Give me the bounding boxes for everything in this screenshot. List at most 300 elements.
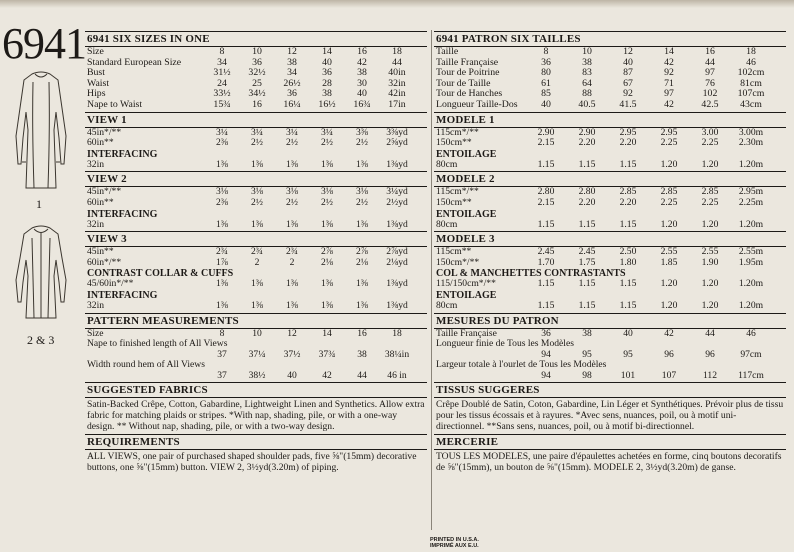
left-sub2-yardage-row-value: 1⅜ [286, 299, 298, 311]
left-yardage-row-value: 1⅞ [216, 256, 228, 268]
right-sub-yardage-row-value: 1.20m [738, 278, 764, 290]
right-pm-line1-value: 96 [664, 348, 674, 360]
right-sub-yardage-row [434, 279, 786, 290]
left-size-row-value: 40 [357, 88, 367, 100]
right-size-row-value: 8 [543, 46, 549, 57]
left-yardage-row-value: 3⅛ [251, 186, 263, 198]
right-yardage-row-value: 2.15 [537, 137, 555, 149]
right-pattern-measurements-title: MESURES DU PATRON [434, 313, 786, 329]
right-yardage-row-value: 1.90 [701, 256, 719, 268]
right-size-row-value: 64 [582, 77, 592, 89]
right-sub2-yardage-row-value: 1.15 [619, 299, 637, 311]
left-pm-size: 14 [322, 327, 332, 339]
right-yardage-row [434, 138, 786, 149]
right-sub-yardage-row-value: 1.20m [738, 218, 764, 230]
left-sub-yardage-row [85, 160, 427, 171]
right-size-row-value: 42.5 [701, 98, 719, 110]
left-size-row-value: 42in [388, 88, 406, 100]
left-fabrics-title: SUGGESTED FABRICS [85, 382, 427, 398]
left-size-row-label: Standard European Size [87, 56, 182, 68]
left-yardage-row [85, 258, 427, 269]
left-size-row-value: 17in [388, 98, 406, 110]
right-sub-yardage-row [434, 160, 786, 171]
left-yardage-row-value: 3⅛ [286, 186, 298, 198]
right-size-row-value: 107cm [737, 88, 765, 100]
left-yardage-row-value: 3¼ [216, 126, 228, 138]
english-column [85, 30, 427, 473]
right-yardage-row-value: 1.80 [619, 256, 637, 268]
left-yardage-row-value: 2 [254, 256, 260, 268]
right-view-subheading: COL & MANCHETTES CONTRASTANTS [436, 268, 626, 280]
left-size-row-label: Hips [87, 88, 106, 100]
right-size-row-value: 81cm [740, 77, 762, 89]
left-yardage-row-value: 2½ [286, 137, 298, 149]
left-size-row-value: 32in [388, 77, 406, 89]
right-yardage-row-value: 1.70 [537, 256, 555, 268]
right-yardage-row [434, 247, 786, 258]
right-size-row-value: 42 [664, 56, 674, 68]
right-sub-yardage-row-value: 1.20 [701, 278, 719, 290]
right-yardage-row-label: 150cm** [436, 196, 472, 208]
right-yardage-row-value: 2.90 [578, 126, 596, 138]
right-yardage-row-value: 2.20 [619, 196, 637, 208]
right-yardage-row-value: 2.25 [701, 196, 719, 208]
pattern-number: 6941 [2, 19, 86, 68]
left-size-row-value: 36 [322, 67, 332, 79]
right-view-title: MODELE 1 [434, 112, 786, 128]
column-divider [431, 30, 432, 530]
left-sub-yardage-row-value: 1⅜ [286, 218, 298, 230]
left-sub-yardage-row-value: 1⅜ [251, 278, 263, 290]
right-size-row-value: 16 [705, 46, 715, 57]
right-yardage-row-value: 2.15 [537, 196, 555, 208]
right-yardage-row-label: 115cm*/** [436, 126, 479, 138]
left-sub-yardage-row-value: 1⅜ [286, 278, 298, 290]
left-size-row-value: 25 [252, 77, 262, 89]
left-pm-size: 10 [252, 327, 262, 339]
right-yardage-row-value: 2.25 [701, 137, 719, 149]
right-sub-yardage-row [434, 220, 786, 231]
left-size-row-value: 14 [322, 46, 332, 57]
left-size-row-label: Nape to Waist [87, 98, 143, 110]
right-size-row-value: 40 [623, 56, 633, 68]
left-size-row-label: Bust [87, 67, 105, 79]
right-size-row [434, 47, 786, 58]
left-view-subheading: CONTRAST COLLAR & CUFFS [87, 268, 234, 280]
left-sub-yardage-row-value: 1⅜ [251, 218, 263, 230]
left-sub2-yardage-row-value: 1⅜ [251, 299, 263, 311]
left-pm-line2-value: 38½ [248, 369, 266, 381]
right-sub-yardage-row-value: 1.20 [660, 218, 678, 230]
left-yardage-row-value: 3¼yd [386, 186, 408, 198]
right-sub2-yardage-row-value: 1.20m [738, 299, 764, 311]
left-size-row-value: 38 [287, 56, 297, 68]
left-sub-yardage-row-value: 1⅜yd [386, 278, 408, 290]
right-yardage-row-value: 3.00m [738, 126, 764, 138]
right-yardage-row-value: 1.85 [660, 256, 678, 268]
right-size-row-label: Tour de Hanches [436, 88, 503, 100]
right-size-row-value: 67 [623, 77, 633, 89]
left-size-row-value: 24 [217, 77, 227, 89]
left-yardage-row-label: 60in** [87, 196, 114, 208]
right-size-row-value: 83 [582, 67, 592, 79]
right-yardage-row-value: 2.95 [619, 126, 637, 138]
left-yardage-row-value: 2½ [286, 196, 298, 208]
right-size-row-value: 102 [702, 88, 718, 100]
right-yardage-row-label: 115cm*/** [436, 186, 479, 198]
left-size-row [85, 47, 427, 58]
right-sub-yardage-row-value: 1.15 [619, 278, 637, 290]
left-size-row-value: 28 [322, 77, 332, 89]
right-size-row-label: Tour de Poitrine [436, 67, 500, 79]
right-size-row-value: 92 [664, 67, 674, 79]
right-yardage-row-label: 150cm** [436, 137, 472, 149]
left-size-row-value: 40 [322, 56, 332, 68]
right-yardage-row-value: 2.55 [701, 246, 719, 258]
right-sub-yardage-row-value: 1.15 [619, 158, 637, 170]
left-pm-line2-value: 42 [322, 369, 332, 381]
right-yardage-row-value: 2.85 [660, 186, 678, 198]
right-fabrics-text: Crêpe Doublé de Satin, Coton, Gabardine, Lin Léger et Synthétiques. Prévoir plus de tissu pour les tissus écossais et à rayures. *Avec sens, nuances, poil, ou à motif uni-directionnel. **Sans sens, nuances, poil, ou à motif bi-directionnel. [436, 399, 784, 433]
left-size-row-value: 32½ [248, 67, 266, 79]
left-yardage-row-value: 3⅜yd [386, 126, 408, 138]
left-sub-yardage-row-value: 1⅜ [216, 278, 228, 290]
left-yardage-row-value: 2⅛ [321, 256, 333, 268]
left-yardage-row-value: 2⅝yd [386, 137, 408, 149]
right-size-row-value: 61 [541, 77, 551, 89]
right-size-row-value: 18 [746, 46, 756, 57]
left-size-row-value: 33½ [213, 88, 231, 100]
right-pm-line2-value: 117cm [738, 369, 764, 381]
left-title: 6941 SIX SIZES IN ONE [85, 31, 427, 47]
right-pm-line1-value: 94 [541, 348, 551, 360]
left-yardage-row-value: 3¼ [286, 126, 298, 138]
right-pm-line1-value: 96 [705, 348, 715, 360]
right-yardage-row-value: 2.90 [537, 126, 555, 138]
left-requirements-title: REQUIREMENTS [85, 434, 427, 450]
left-sub2-yardage-row-value: 1⅜ [216, 299, 228, 311]
left-pm-line2-value: 44 [357, 369, 367, 381]
left-sub-yardage-row-value: 1⅜ [286, 158, 298, 170]
left-yardage-row-value: 2⅜ [216, 196, 228, 208]
left-yardage-row-value: 3¼ [321, 126, 333, 138]
left-yardage-row-value: 2 [289, 256, 295, 268]
left-size-row-value: 44 [392, 56, 402, 68]
left-yardage-row-value: 3⅛ [321, 186, 333, 198]
right-pm-line2-value: 112 [702, 369, 718, 381]
right-yardage-row-value: 2.55 [660, 246, 678, 258]
left-yardage-row-label: 60in*/** [87, 256, 122, 268]
right-yardage-row-value: 2.20 [619, 137, 637, 149]
left-sub-yardage-row-label: 32in [87, 158, 105, 170]
right-pm-line2-value: 98 [582, 369, 592, 381]
right-size-row-value: 85 [541, 88, 551, 100]
left-fabrics-text: Satin-Backed Crêpe, Cotton, Gabardine, Lightweight Linen and Synthetics. Allow extra fabric for matching plaids or stripes. *With nap, shading, pile, or with a one-way design. ** Without nap, shading, pile, or with a two-way design. [87, 399, 425, 433]
left-view-title: VIEW 3 [85, 231, 427, 247]
right-pm-size-label: Taille Française [436, 327, 497, 339]
left-size-row-value: 16¾ [353, 98, 371, 110]
left-requirements-text: ALL VIEWS, one pair of purchased shaped shoulder pads, five ⅝"(15mm) decorative buttons, one ⅝"(15mm) button. VIEW 2, 3½yd(3.20m) of piping. [87, 450, 417, 473]
left-pattern-measurements-title: PATTERN MEASUREMENTS [85, 313, 427, 329]
left-sub-yardage-row [85, 279, 427, 290]
left-yardage-row-value: 2¾ [286, 246, 298, 258]
right-pm-line1-label-row [434, 339, 786, 350]
left-pm-line2-value: 46 in [387, 369, 407, 381]
left-pm-size-label: Size [87, 327, 104, 339]
left-pm-size: 12 [287, 327, 297, 339]
right-yardage-row-value: 2.25 [660, 196, 678, 208]
right-yardage-row-value: 2.20 [578, 196, 596, 208]
left-yardage-row-value: 2½ [251, 196, 263, 208]
french-column [434, 30, 786, 473]
right-sub-yardage-row-value: 1.20m [738, 158, 764, 170]
left-sub2-yardage-row-value: 1⅜yd [386, 299, 408, 311]
right-yardage-row [434, 187, 786, 198]
left-sub-yardage-row-value: 1⅜ [356, 278, 368, 290]
left-pm-line1-value: 37 [217, 348, 227, 360]
left-pm-size: 8 [219, 327, 225, 339]
right-pm-line1-value: 97cm [740, 348, 762, 360]
left-sub-yardage-row [85, 220, 427, 231]
right-sub-yardage-row-value: 1.15 [537, 218, 555, 230]
right-requirements-text: TOUS LES MODELES, une paire d'épaulettes achetées en forme, cinq boutons decoratifs de ⅝"(15mm), un bouton de ⅝"(15mm). MODELE 2, 3½yd(3.20m) de ganse. [436, 450, 782, 473]
left-yardage-row-value: 3¼ [251, 126, 263, 138]
left-sub-yardage-row-value: 1⅜yd [386, 158, 408, 170]
right-yardage-row [434, 128, 786, 139]
right-yardage-row-value: 2.45 [537, 246, 555, 258]
right-view-subheading-2: ENTOILAGE [436, 289, 497, 301]
right-sub-yardage-row-value: 1.15 [578, 218, 596, 230]
right-size-row-label: Longueur Taille-Dos [436, 98, 518, 110]
right-size-row-value: 12 [623, 46, 633, 57]
left-pm-line2-values-row [85, 371, 427, 382]
left-pm-line2-label: Width round hem of All Views [87, 359, 205, 371]
right-yardage-row-value: 2.20 [578, 137, 596, 149]
right-sub2-yardage-row [434, 301, 786, 312]
right-yardage-row-value: 2.25m [738, 196, 764, 208]
left-size-row-value: 40in [388, 67, 406, 79]
left-size-row [85, 100, 427, 111]
right-yardage-row-value: 2.50 [619, 246, 637, 258]
left-size-row-value: 42 [357, 56, 367, 68]
right-size-row-value: 10 [582, 46, 592, 57]
left-view-subheading: INTERFACING [87, 148, 158, 160]
left-sub-yardage-row-label: 32in [87, 218, 105, 230]
left-yardage-row-label: 45in** [87, 246, 114, 258]
right-yardage-row-value: 1.75 [578, 256, 596, 268]
left-yardage-row-value: 2¾ [216, 246, 228, 258]
right-view-subheading: ENTOILAGE [436, 148, 497, 160]
left-yardage-row-value: 3⅜ [356, 126, 368, 138]
right-pm-line1-value: 95 [623, 348, 633, 360]
left-sub-yardage-row-value: 1⅜ [216, 158, 228, 170]
right-size-row-value: 46 [746, 56, 756, 68]
printed-line-2: IMPRIMÉ AUX E.U. [430, 543, 479, 549]
left-yardage-row-label: 45in*/** [87, 126, 122, 138]
right-yardage-row-value: 2.55m [738, 246, 764, 258]
left-size-row-value: 18 [392, 46, 402, 57]
right-yardage-row-value: 3.00 [701, 126, 719, 138]
right-size-row-value: 92 [623, 88, 633, 100]
right-size-row-value: 14 [664, 46, 674, 57]
left-pm-line2-value: 40 [287, 369, 297, 381]
right-pm-line1-value: 95 [582, 348, 592, 360]
left-yardage-row-value: 2½ [356, 196, 368, 208]
right-yardage-row-value: 2.95 [660, 126, 678, 138]
left-sub-yardage-row-value: 1⅜ [321, 218, 333, 230]
left-yardage-row [85, 198, 427, 209]
right-size-row-value: 97 [705, 67, 715, 79]
right-size-row-value: 36 [541, 56, 551, 68]
left-yardage-row-value: 3⅛ [216, 186, 228, 198]
left-sub2-yardage-row-value: 1⅜ [321, 299, 333, 311]
right-pm-line2-value: 94 [541, 369, 551, 381]
left-sub2-yardage-row [85, 301, 427, 312]
right-yardage-row-value: 2.45 [578, 246, 596, 258]
left-view-subheading-2: INTERFACING [87, 289, 158, 301]
right-sub-yardage-row-label: 115/150cm*/** [436, 278, 496, 290]
printed-in-usa [430, 537, 479, 549]
right-yardage-row-value: 2.80 [537, 186, 555, 198]
right-yardage-row-value: 1.95m [738, 256, 764, 268]
right-sub2-yardage-row-value: 1.20 [701, 299, 719, 311]
right-yardage-row-label: 115cm** [436, 246, 472, 258]
right-sub2-yardage-row-value: 1.15 [537, 299, 555, 311]
left-size-row-value: 16½ [318, 98, 336, 110]
left-yardage-row-value: 2½ [356, 137, 368, 149]
left-size-row-value: 16 [357, 46, 367, 57]
left-size-row-label: Waist [87, 77, 110, 89]
left-size-row-value: 34 [287, 67, 297, 79]
right-pm-size: 42 [664, 327, 674, 339]
left-size-row-value: 38 [322, 88, 332, 100]
view-1-dress-sketch [10, 68, 72, 192]
left-sub-yardage-row-value: 1⅜ [321, 278, 333, 290]
left-pm-line1-label: Nape to finished length of All Views [87, 338, 228, 350]
right-sub2-yardage-row-value: 1.15 [578, 299, 596, 311]
right-pm-size: 36 [541, 327, 551, 339]
right-yardage-row-value: 2.80 [578, 186, 596, 198]
left-sub-yardage-row-value: 1⅜ [356, 218, 368, 230]
right-size-row-label: Taille [436, 46, 459, 57]
right-sub-yardage-row-value: 1.15 [537, 278, 555, 290]
left-pm-line2-value: 37 [217, 369, 227, 381]
left-yardage-row [85, 138, 427, 149]
right-pm-line2-value: 107 [661, 369, 677, 381]
left-size-row-value: 10 [252, 46, 262, 57]
left-pm-line1-value: 37¾ [318, 348, 336, 360]
right-pm-size: 38 [582, 327, 592, 339]
right-pm-line2-label: Largeur totale à l'ourlet de Tous les Modèles [436, 359, 607, 371]
right-pm-line2-value: 101 [620, 369, 636, 381]
right-size-row-value: 40.5 [578, 98, 596, 110]
left-size-row-value: 34½ [248, 88, 266, 100]
left-size-row-value: 38 [357, 67, 367, 79]
view-1-label: 1 [36, 197, 42, 211]
right-yardage-row-value: 2.25 [660, 137, 678, 149]
right-sub-yardage-row-value: 1.20 [701, 158, 719, 170]
left-pm-line1-value: 37½ [283, 348, 301, 360]
left-sub2-yardage-row-label: 32in [87, 299, 105, 311]
left-pm-line1-value: 37¼ [248, 348, 266, 360]
left-sub-yardage-row-value: 1⅜ [216, 218, 228, 230]
left-yardage-row-value: 2⅜ [216, 137, 228, 149]
right-sub-yardage-row-label: 80cm [436, 158, 458, 170]
left-yardage-row-label: 60in** [87, 137, 114, 149]
left-yardage-row-value: 2¾ [251, 246, 263, 258]
right-requirements-title: MERCERIE [434, 434, 786, 450]
right-sub-yardage-row-value: 1.20 [701, 218, 719, 230]
left-size-row-value: 30 [357, 77, 367, 89]
right-sub-yardage-row-label: 80cm [436, 218, 458, 230]
right-pm-size: 46 [746, 327, 756, 339]
right-pm-size: 40 [623, 327, 633, 339]
left-view-subheading: INTERFACING [87, 208, 158, 220]
left-pm-size: 16 [357, 327, 367, 339]
right-size-row-value: 87 [623, 67, 633, 79]
left-view-title: VIEW 1 [85, 112, 427, 128]
right-size-row-value: 40 [541, 98, 551, 110]
right-yardage-row-label: 150cm*/** [436, 256, 480, 268]
right-sub-yardage-row-value: 1.15 [578, 278, 596, 290]
right-pm-line1-label: Longueur finie de Tous les Modèles [436, 338, 574, 350]
right-size-row-value: 76 [705, 77, 715, 89]
right-sub-yardage-row-value: 1.15 [619, 218, 637, 230]
right-size-row-value: 43cm [740, 98, 762, 110]
right-sub2-yardage-row-label: 80cm [436, 299, 458, 311]
right-yardage-row [434, 198, 786, 209]
left-yardage-row-value: 2⅛ [356, 256, 368, 268]
right-view-title: MODELE 3 [434, 231, 786, 247]
right-size-row-value: 97 [664, 88, 674, 100]
right-fabrics-title: TISSUS SUGGERES [434, 382, 786, 398]
left-sub-yardage-row-value: 1⅜ [251, 158, 263, 170]
right-sub-yardage-row-value: 1.15 [578, 158, 596, 170]
right-yardage-row-value: 2.30m [738, 137, 764, 149]
right-size-row-value: 71 [664, 77, 674, 89]
left-yardage-row-value: 2½ [321, 137, 333, 149]
view-2-3-label: 2 & 3 [27, 333, 55, 347]
left-size-row-value: 15¾ [213, 98, 231, 110]
right-yardage-row [434, 258, 786, 269]
left-yardage-row-value: 2⅛yd [386, 256, 408, 268]
right-view-subheading: ENTOILAGE [436, 208, 497, 220]
left-yardage-row-value: 2½ [251, 137, 263, 149]
view-2-3-dress-sketch [10, 222, 72, 322]
left-view-title: VIEW 2 [85, 171, 427, 187]
left-size-row-value: 16¼ [283, 98, 301, 110]
right-size-row [434, 100, 786, 111]
right-yardage-row-value: 2.95m [738, 186, 764, 198]
left-size-row-value: 34 [217, 56, 227, 68]
right-pm-line2-label-row [434, 360, 786, 371]
left-yardage-row-value: 2⅞yd [386, 246, 408, 258]
left-size-row-value: 36 [287, 88, 297, 100]
left-sub-yardage-row-label: 45/60in*/** [87, 278, 134, 290]
left-sub-yardage-row-value: 1⅜ [321, 158, 333, 170]
right-yardage-row-value: 2.85 [701, 186, 719, 198]
left-yardage-row-label: 45in*/** [87, 186, 122, 198]
left-sub-yardage-row-value: 1⅜ [356, 158, 368, 170]
left-size-row-label: Size [87, 46, 104, 57]
right-pm-line2-values-row [434, 371, 786, 382]
left-size-row-value: 16 [252, 98, 262, 110]
top-shadow [0, 0, 794, 8]
right-size-row-label: Taille Française [436, 56, 499, 68]
right-size-row-value: 88 [582, 88, 592, 100]
right-sub-yardage-row-value: 1.20 [660, 158, 678, 170]
right-sub-yardage-row-value: 1.15 [537, 158, 555, 170]
